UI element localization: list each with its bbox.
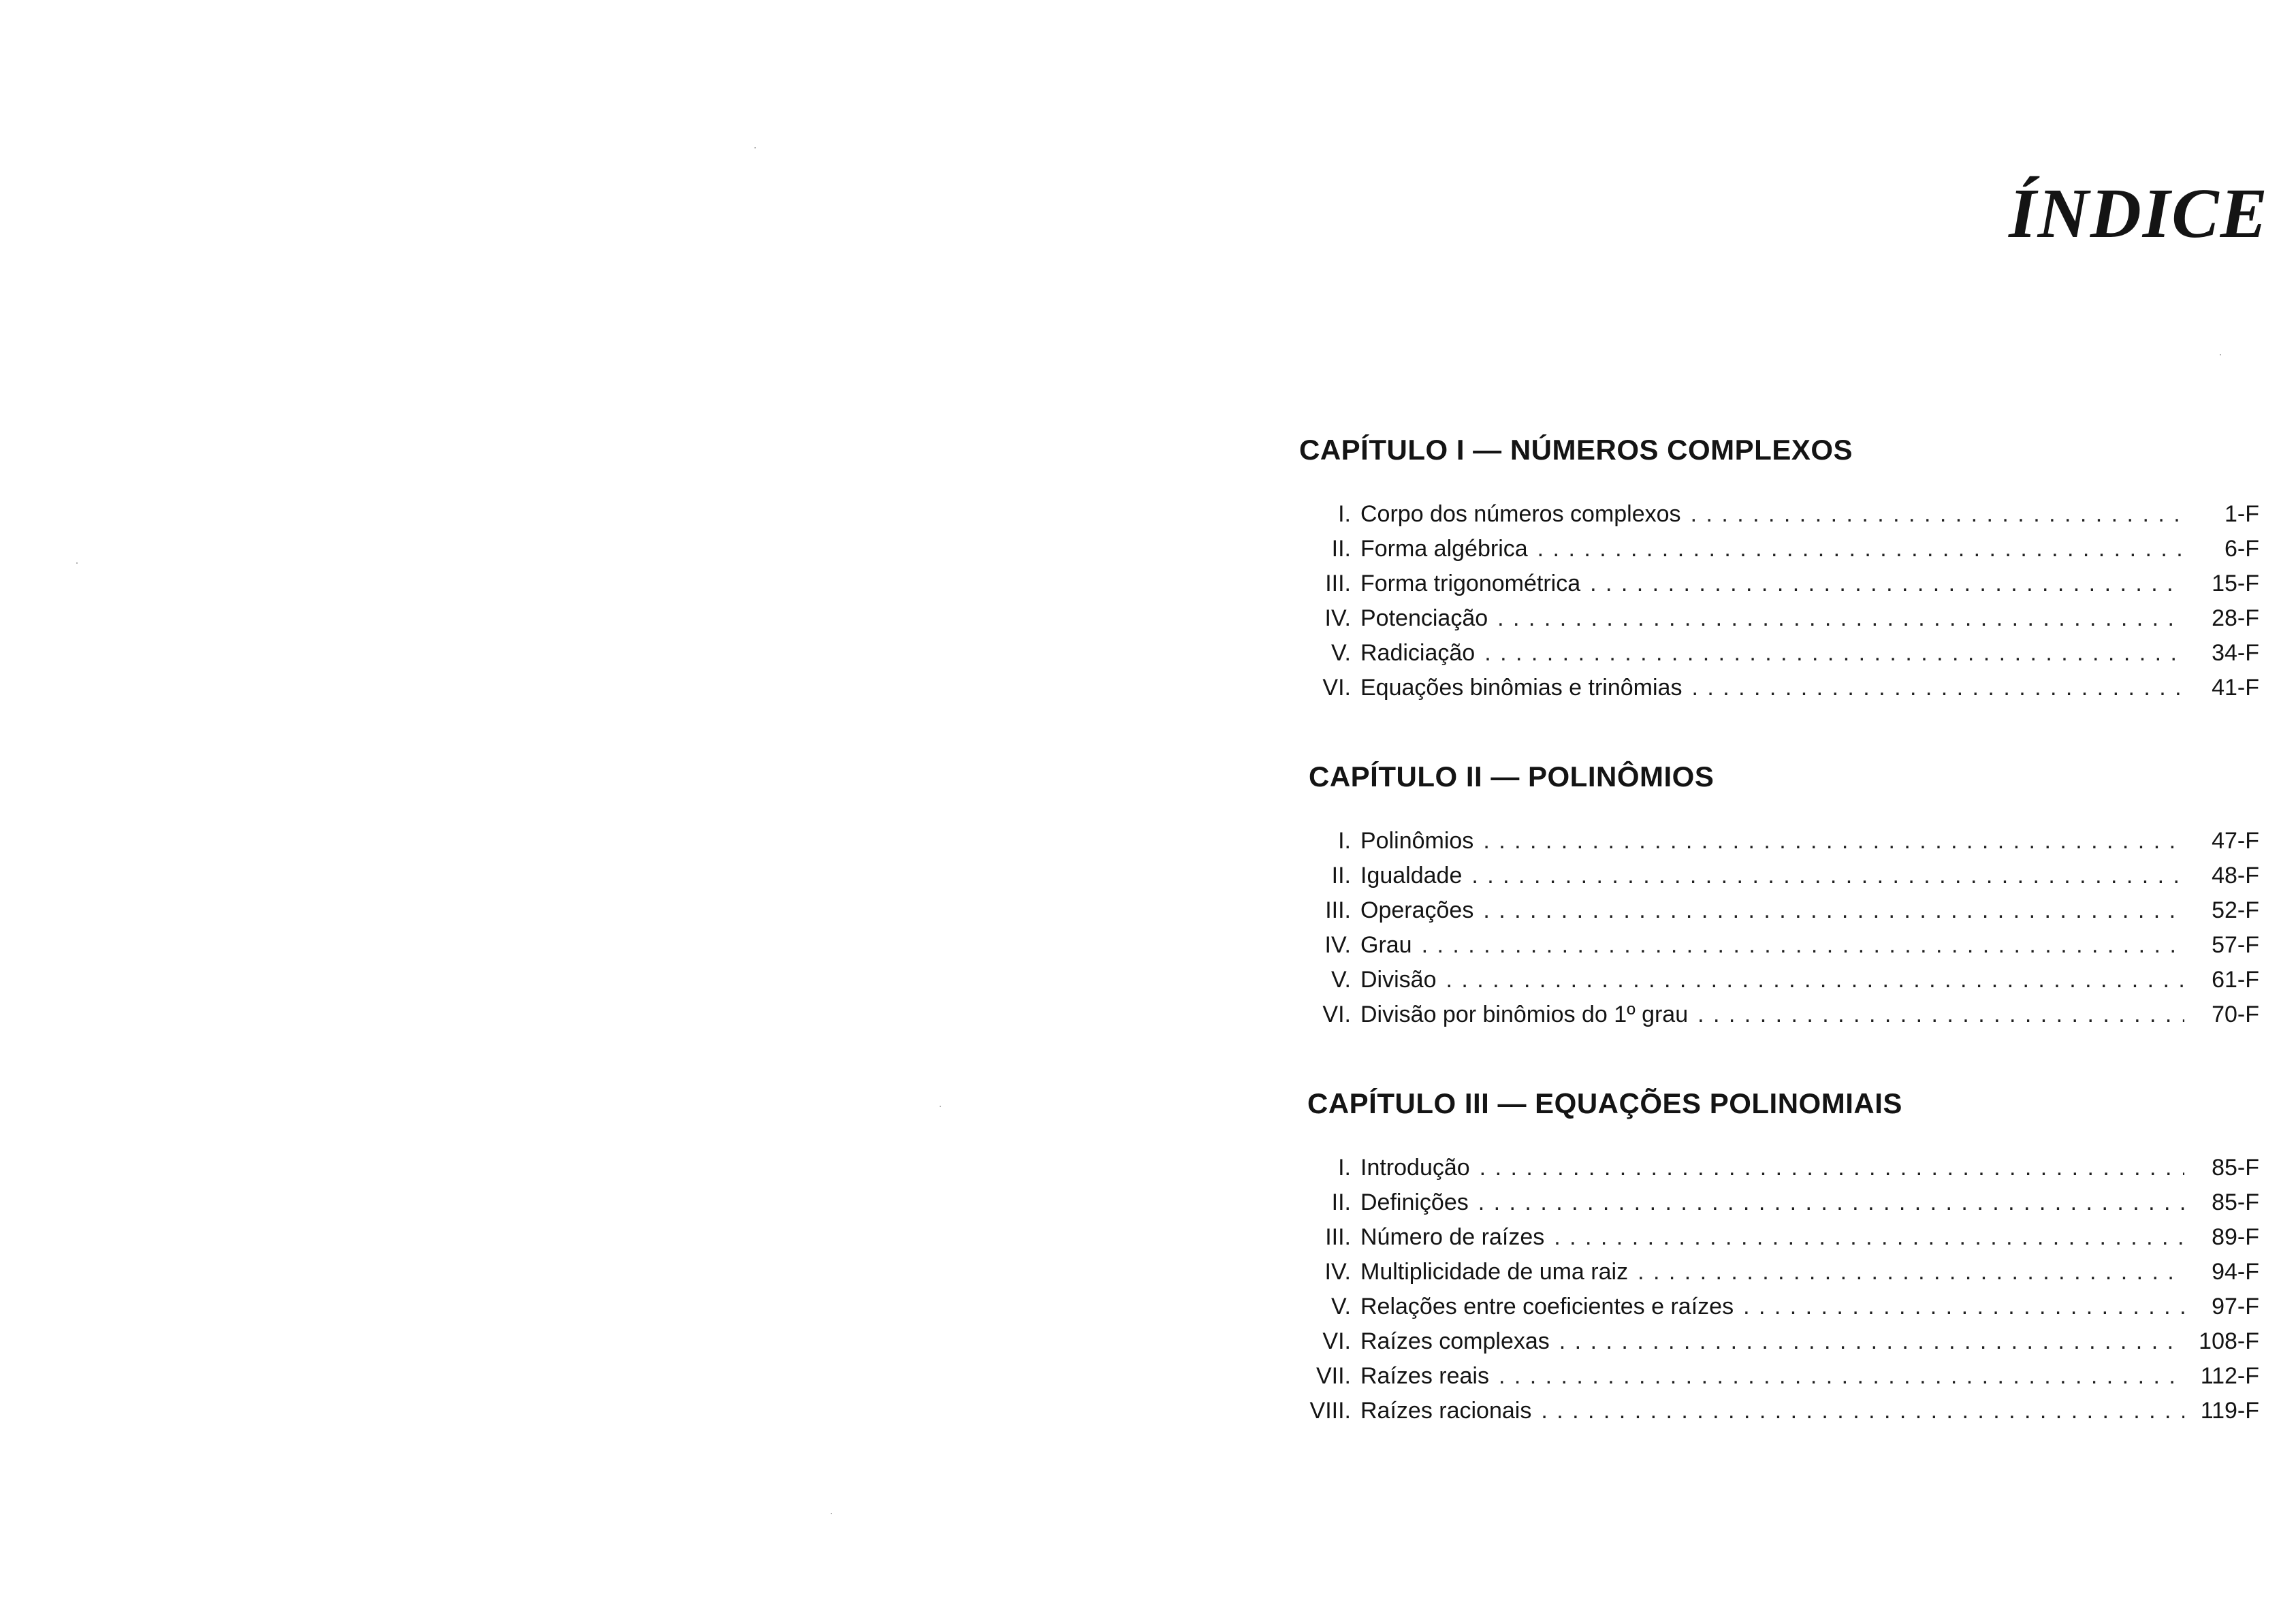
scan-speck bbox=[76, 562, 78, 564]
dot-leader bbox=[1590, 566, 2184, 601]
entry-page-number: 97-F bbox=[2212, 1294, 2259, 1319]
entry-title: Potenciação bbox=[1360, 605, 1488, 631]
entry-title: Definições bbox=[1360, 1189, 1469, 1215]
entry-page-number: 48-F bbox=[2212, 863, 2259, 889]
entry-number: III. bbox=[1325, 897, 1351, 923]
toc-entry bbox=[1299, 1220, 2259, 1255]
entry-number: I. bbox=[1338, 828, 1351, 854]
entry-title: Divisão bbox=[1360, 967, 1437, 993]
entry-title: Polinômios bbox=[1360, 828, 1474, 854]
entry-page-number: 34-F bbox=[2212, 640, 2259, 666]
dot-leader bbox=[1559, 1324, 2184, 1359]
entry-number: IV. bbox=[1324, 932, 1351, 958]
entry-number: I. bbox=[1338, 501, 1351, 527]
dot-leader bbox=[1446, 963, 2184, 997]
entry-page-number: 57-F bbox=[2212, 932, 2259, 958]
entry-number: V. bbox=[1330, 967, 1351, 993]
dot-leader bbox=[1691, 671, 2184, 705]
entry-number: II. bbox=[1331, 536, 1351, 562]
entry-page-number: 61-F bbox=[2212, 967, 2259, 993]
entry-number: III. bbox=[1325, 571, 1351, 596]
toc-entry bbox=[1299, 859, 2259, 893]
entry-title: Multiplicidade de uma raiz bbox=[1360, 1259, 1629, 1285]
toc-entry bbox=[1299, 928, 2259, 963]
scan-speck bbox=[940, 1106, 941, 1107]
dot-leader bbox=[1471, 859, 2184, 893]
toc-entry bbox=[1299, 566, 2259, 601]
toc-entry bbox=[1299, 532, 2259, 566]
dot-leader bbox=[1422, 928, 2184, 963]
toc-entry bbox=[1299, 1255, 2259, 1290]
dot-leader bbox=[1638, 1255, 2184, 1290]
dot-leader bbox=[1537, 532, 2184, 566]
chapter-entry-list bbox=[1299, 1151, 2259, 1428]
chapter-section bbox=[1299, 1089, 2259, 1428]
entry-title: Raízes racionais bbox=[1360, 1398, 1532, 1424]
dot-leader bbox=[1554, 1220, 2184, 1255]
toc-entry bbox=[1299, 636, 2259, 671]
chapter-entry-list bbox=[1299, 824, 2259, 1032]
entry-page-number: 108-F bbox=[2199, 1328, 2259, 1354]
toc-entry bbox=[1299, 963, 2259, 997]
entry-title: Raízes complexas bbox=[1360, 1328, 1550, 1354]
entry-number: IV. bbox=[1324, 1259, 1351, 1285]
dot-leader bbox=[1480, 1151, 2184, 1185]
entry-number: VI. bbox=[1322, 675, 1351, 701]
entry-title: Divisão por binômios do 1º grau bbox=[1360, 1002, 1689, 1027]
entry-number: VI. bbox=[1322, 1328, 1351, 1354]
entry-title: Forma trigonométrica bbox=[1360, 571, 1581, 596]
chapter-heading: CAPÍTULO I — NÚMEROS COMPLEXOS bbox=[1299, 434, 1853, 466]
scan-speck bbox=[754, 147, 756, 148]
entry-number: VI. bbox=[1322, 1002, 1351, 1027]
chapter-heading: CAPÍTULO II — POLINÔMIOS bbox=[1309, 761, 1715, 793]
entry-page-number: 47-F bbox=[2212, 828, 2259, 854]
entry-title: Relações entre coeficientes e raízes bbox=[1360, 1294, 1734, 1319]
chapter-section bbox=[1299, 436, 2259, 705]
entry-number: I. bbox=[1338, 1155, 1351, 1181]
entry-page-number: 28-F bbox=[2212, 605, 2259, 631]
entry-page-number: 52-F bbox=[2212, 897, 2259, 923]
dot-leader bbox=[1478, 1185, 2184, 1220]
dot-leader bbox=[1499, 1359, 2184, 1394]
entry-number: V. bbox=[1330, 1294, 1351, 1319]
dot-leader bbox=[1484, 636, 2184, 671]
entry-page-number: 85-F bbox=[2212, 1155, 2259, 1181]
page-title: ÍNDICE bbox=[2009, 174, 2269, 253]
toc-entry bbox=[1299, 671, 2259, 705]
dot-leader bbox=[1691, 497, 2184, 532]
scan-speck bbox=[2220, 354, 2221, 355]
entry-number: II. bbox=[1331, 863, 1351, 889]
entry-number: V. bbox=[1330, 640, 1351, 666]
toc-entry bbox=[1299, 1151, 2259, 1185]
toc-entry bbox=[1299, 1359, 2259, 1394]
chapter-section bbox=[1299, 763, 2259, 1032]
table-of-contents bbox=[1299, 436, 2259, 1486]
chapter-heading: CAPÍTULO III — EQUAÇÕES POLINOMIAIS bbox=[1307, 1087, 1902, 1119]
entry-title: Grau bbox=[1360, 932, 1412, 958]
entry-number: IV. bbox=[1324, 605, 1351, 631]
chapter-entry-list bbox=[1299, 497, 2259, 705]
scan-speck bbox=[831, 1513, 832, 1514]
toc-entry bbox=[1299, 824, 2259, 859]
entry-number: VIII. bbox=[1309, 1398, 1351, 1424]
entry-page-number: 94-F bbox=[2212, 1259, 2259, 1285]
entry-number: III. bbox=[1325, 1224, 1351, 1250]
entry-title: Corpo dos números complexos bbox=[1360, 501, 1681, 527]
entry-number: VII. bbox=[1316, 1363, 1351, 1389]
entry-title: Igualdade bbox=[1360, 863, 1463, 889]
entry-page-number: 41-F bbox=[2212, 675, 2259, 701]
toc-entry bbox=[1299, 1394, 2259, 1428]
toc-entry bbox=[1299, 1290, 2259, 1324]
dot-leader bbox=[1483, 893, 2184, 928]
toc-entry bbox=[1299, 1185, 2259, 1220]
entry-page-number: 70-F bbox=[2212, 1002, 2259, 1027]
entry-title: Radiciação bbox=[1360, 640, 1476, 666]
toc-entry bbox=[1299, 997, 2259, 1032]
dot-leader bbox=[1541, 1394, 2184, 1428]
entry-page-number: 1-F bbox=[2225, 501, 2259, 527]
toc-entry bbox=[1299, 893, 2259, 928]
entry-page-number: 15-F bbox=[2212, 571, 2259, 596]
entry-title: Forma algébrica bbox=[1360, 536, 1528, 562]
entry-title: Número de raízes bbox=[1360, 1224, 1545, 1250]
dot-leader bbox=[1743, 1290, 2184, 1324]
dot-leader bbox=[1497, 601, 2184, 636]
entry-page-number: 6-F bbox=[2225, 536, 2259, 562]
entry-page-number: 119-F bbox=[2200, 1398, 2259, 1424]
toc-entry bbox=[1299, 601, 2259, 636]
dot-leader bbox=[1483, 824, 2184, 859]
entry-title: Introdução bbox=[1360, 1155, 1470, 1181]
entry-title: Equações binômias e trinômias bbox=[1360, 675, 1683, 701]
toc-entry bbox=[1299, 497, 2259, 532]
entry-number: II. bbox=[1331, 1189, 1351, 1215]
dot-leader bbox=[1697, 997, 2184, 1032]
entry-page-number: 89-F bbox=[2212, 1224, 2259, 1250]
entry-title: Raízes reais bbox=[1360, 1363, 1489, 1389]
entry-page-number: 85-F bbox=[2212, 1189, 2259, 1215]
right-page bbox=[1158, 0, 2296, 1600]
entry-title: Operações bbox=[1360, 897, 1474, 923]
entry-page-number: 112-F bbox=[2200, 1363, 2259, 1389]
toc-entry bbox=[1299, 1324, 2259, 1359]
